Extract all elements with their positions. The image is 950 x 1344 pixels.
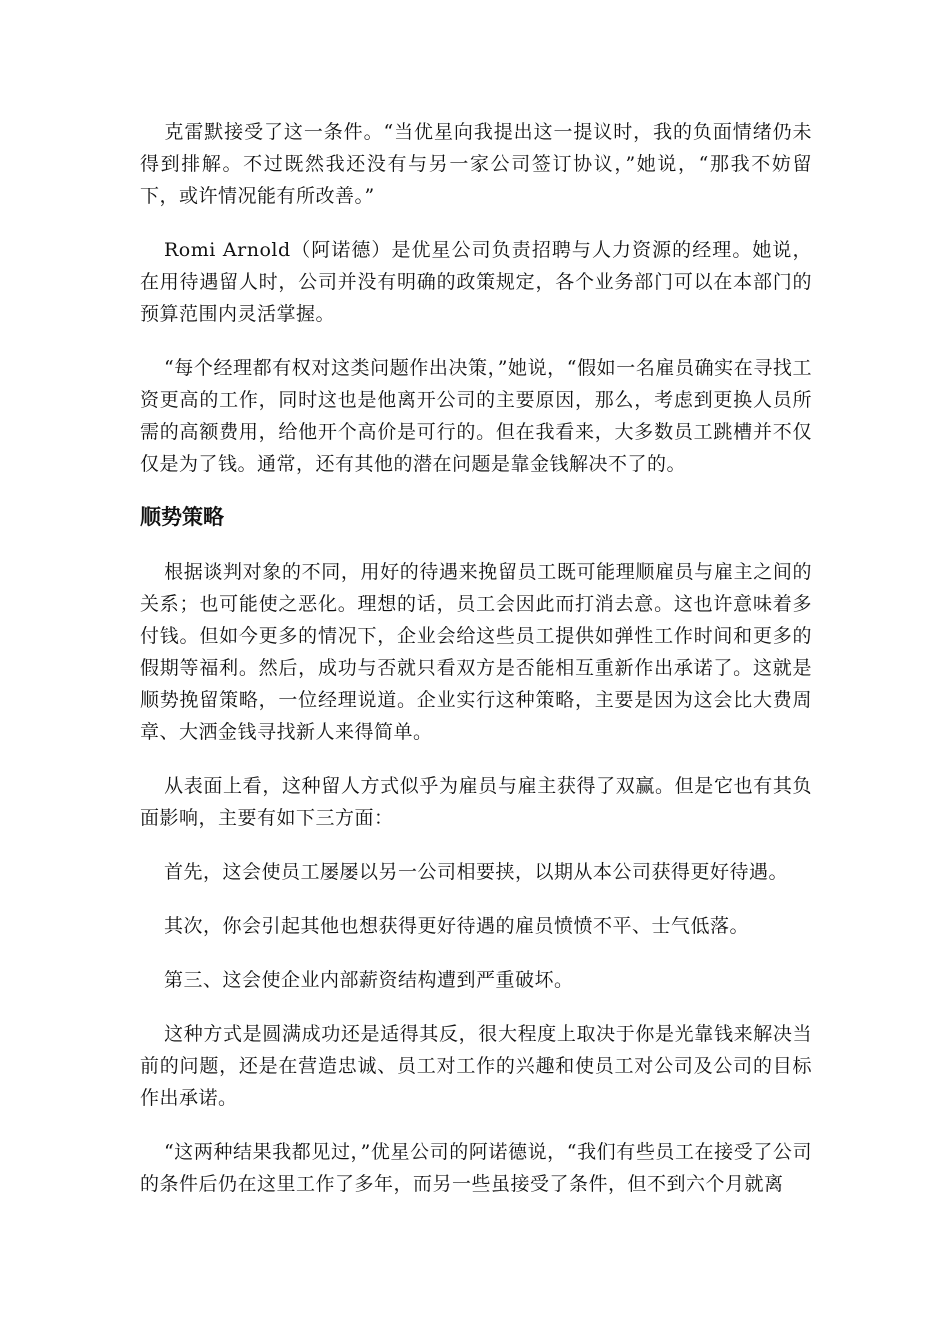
paragraph-2: Romi Arnold（阿诺德）是优星公司负责招聘与人力资源的经理。她说，在用待遇留人时，公司并没有明确的政策规定，各个业务部门可以在本部门的预算范围内灵活掌握。 — [140, 239, 812, 325]
paragraph-5: 从表面上看，这种留人方式似乎为雇员与雇主获得了双赢。但是它也有其负面影响，主要有如下三方面： — [140, 775, 812, 829]
paragraph-3: “每个经理都有权对这类问题作出决策，”她说，“假如一名雇员确实在寻找工资更高的工作，同时这也是他离开公司的主要原因，那么，考虑到更换人员所需的高额费用，给他开个高价是可行的。但在我看来，大多数员工跳槽并不仅仅是为了钱。通常，还有其他的潜在问题是靠金钱解决不了的。 — [140, 357, 812, 475]
paragraph-7: 其次，你会引起其他也想获得更好待遇的雇员愤愤不平、士气低落。 — [164, 915, 750, 937]
paragraph-10: “这两种结果我都见过，”优星公司的阿诺德说，“我们有些员工在接受了公司的条件后仍在这里工作了多年，而另一些虽接受了条件，但不到六个月就离 — [140, 1141, 812, 1195]
section-heading: 顺势策略 — [140, 505, 224, 529]
paragraph-4: 根据谈判对象的不同，用好的待遇来挽留员工既可能理顺雇员与雇主之间的关系；也可能使之恶化。理想的话，员工会因此而打消去意。这也许意味着多付钱。但如今更多的情况下，企业会给这些员工提供如弹性工作时间和更多的假期等福利。然后，成功与否就只看双方是否能相互重新作出承诺了。这就是顺势挽留策略，一位经理说道。企业实行这种策略，主要是因为这会比大费周章、大洒金钱寻找新人来得简单。 — [140, 561, 812, 743]
paragraph-9: 这种方式是圆满成功还是适得其反，很大程度上取决于你是光靠钱来解决当前的问题，还是在营造忠诚、员工对工作的兴趣和使员工对公司及公司的目标作出承诺。 — [140, 1023, 812, 1109]
paragraph-1: 克雷默接受了这一条件。“当优星向我提出这一提议时，我的负面情绪仍未得到排解。不过既然我还没有与另一家公司签订协议，”她说，“那我不妨留下，或许情况能有所改善。” — [140, 121, 812, 207]
paragraph-8: 第三、这会使企业内部薪资结构遭到严重破坏。 — [164, 969, 574, 991]
paragraph-6: 首先，这会使员工屡屡以另一公司相要挟，以期从本公司获得更好待遇。 — [164, 861, 789, 883]
document-page — [140, 116, 812, 1222]
